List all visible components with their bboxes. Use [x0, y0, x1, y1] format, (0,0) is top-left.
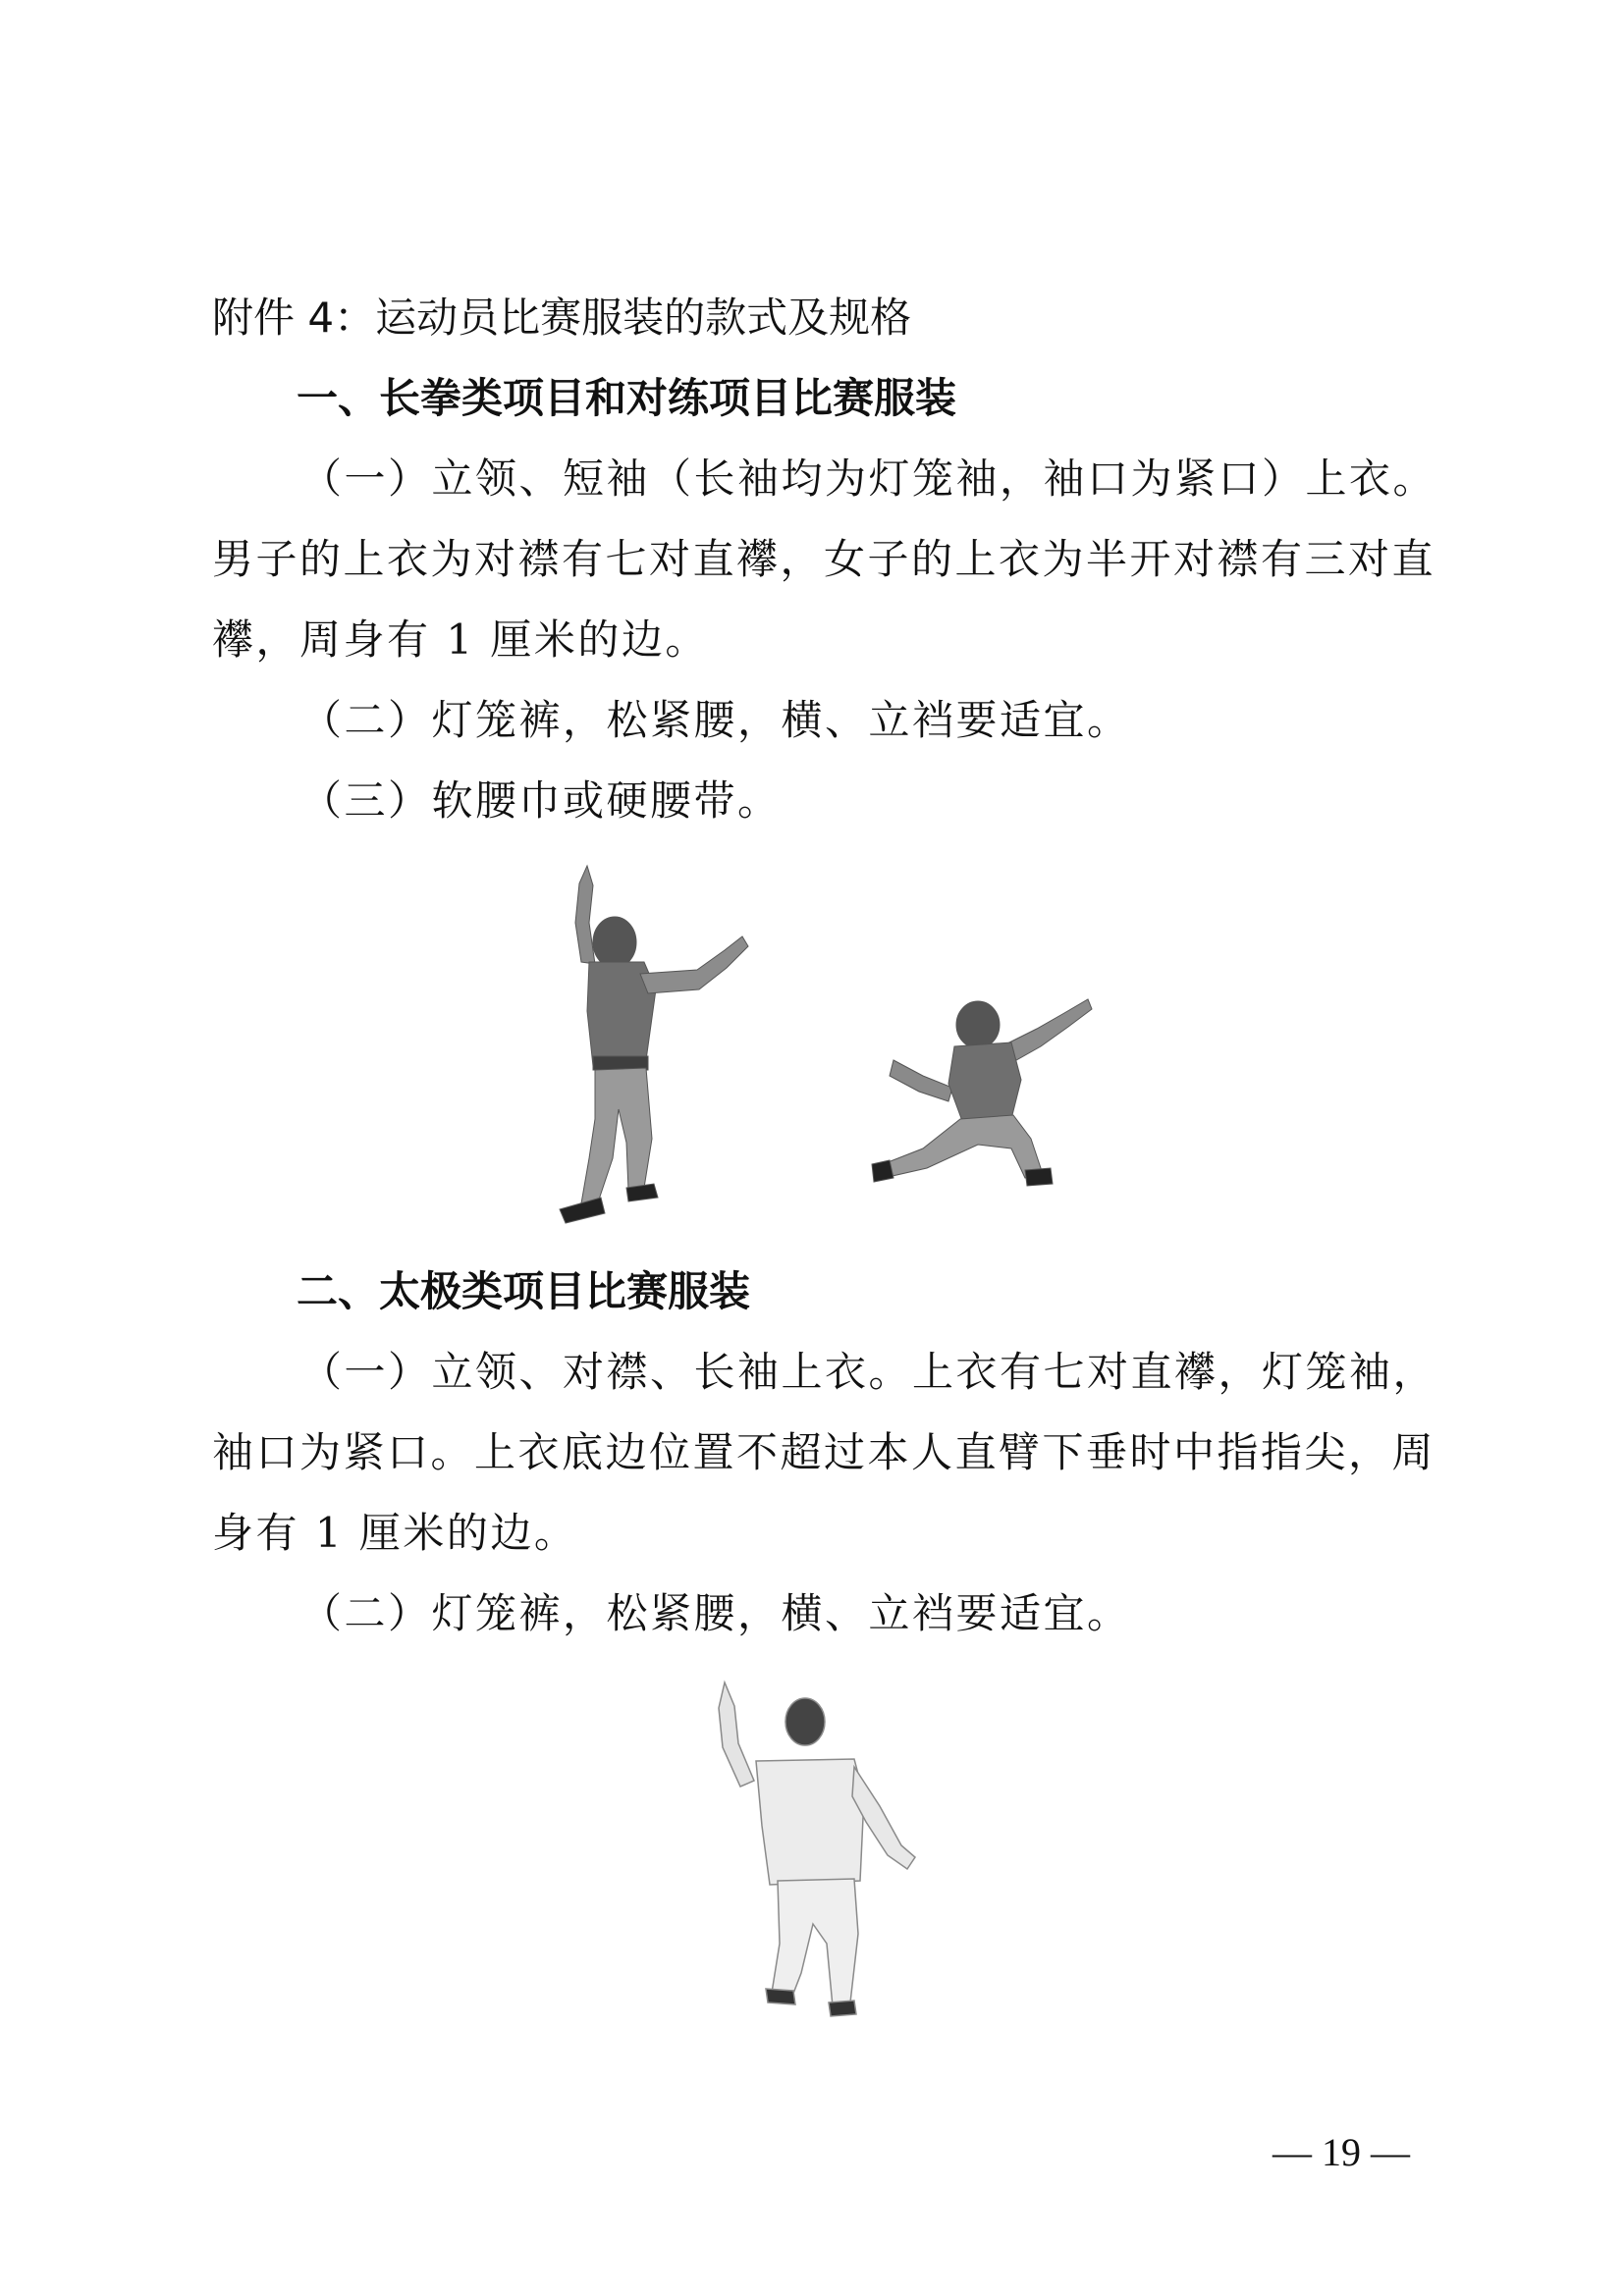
changquan-athlete-standing-photo — [530, 864, 766, 1237]
taiji-athlete-photo — [707, 1679, 923, 2032]
section-2-heading: 二、太极类项目比赛服装 — [297, 1267, 751, 1315]
page-number: — 19 — — [1272, 2130, 1410, 2174]
section-1-heading: 一、长拳类项目和对练项目比赛服装 — [297, 374, 957, 422]
section-1-item-1-line-2: 男子的上衣为对襟有七对直襻，女子的上衣为半开对襟有三对直 — [212, 535, 1436, 583]
section-1-item-2: （二）灯笼裤，松紧腰，横、立裆要适宜。 — [300, 696, 1131, 744]
section-2-item-1-line-1: （一）立领、对襟、长袖上衣。上衣有七对直襻，灯笼袖， — [300, 1348, 1437, 1396]
section-1-item-1-line-3: 襻，周身有 1 厘米的边。 — [212, 615, 709, 664]
section-1-item-3: （三）软腰巾或硬腰带。 — [300, 776, 782, 825]
section-2-item-2: （二）灯笼裤，松紧腰，横、立裆要适宜。 — [300, 1589, 1131, 1637]
attachment-title: 附件 4：运动员比赛服装的款式及规格 — [212, 294, 912, 342]
changquan-athlete-crouch-photo — [864, 982, 1100, 1188]
section-2-item-1-line-3: 身有 1 厘米的边。 — [212, 1509, 578, 1557]
section-1-item-1-line-1: （一）立领、短袖（长袖均为灯笼袖，袖口为紧口）上衣。 — [300, 454, 1437, 503]
section-2-item-1-line-2: 袖口为紧口。上衣底边位置不超过本人直臂下垂时中指指尖，周 — [212, 1428, 1436, 1476]
